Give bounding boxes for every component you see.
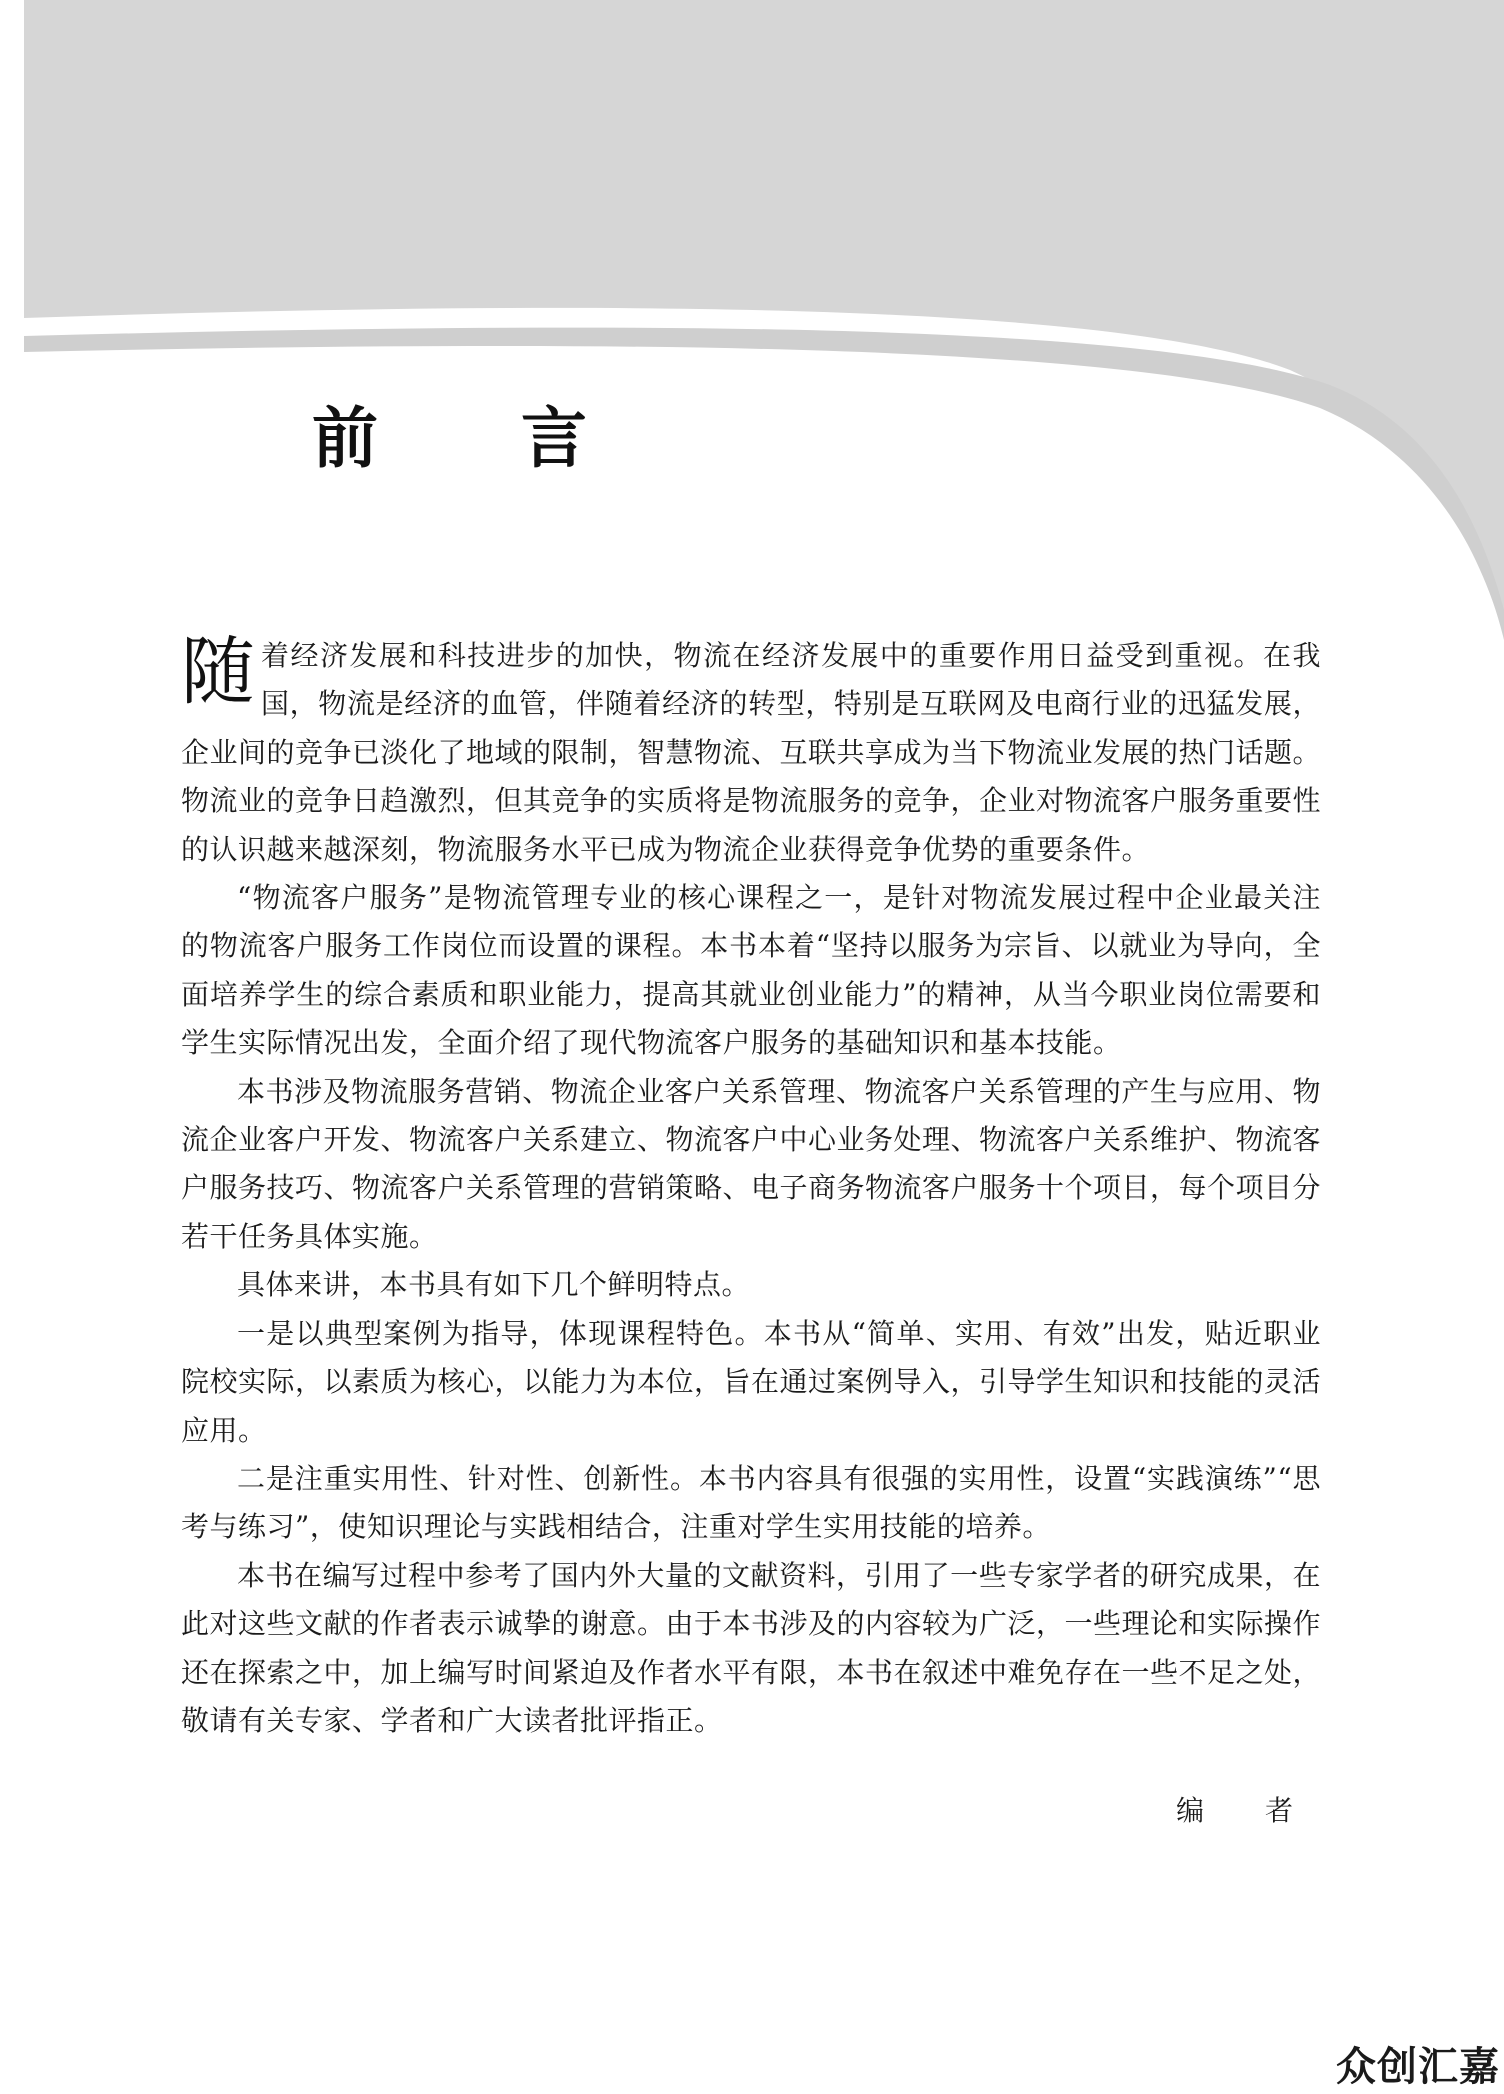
paragraph-6: 二是注重实用性、针对性、创新性。本书内容具有很强的实用性，设置“实践演练”“思考与练习”，使知识理论与实践相结合，注重对学生实用技能的培养。: [181, 1461, 1321, 1544]
paragraph-7: 本书在编写过程中参考了国内外大量的文献资料，引用了一些专家学者的研究成果，在此对这些文献的作者表示诚挚的谢意。由于本书涉及的内容较为广泛，一些理论和实际操作还在探索之中，加上编写时间紧迫及作者水平有限，本书在叙述中难免存在一些不足之处，敬请有关专家、学者和广大读者批评指正。: [181, 1558, 1322, 1737]
page-title: 前 言: [312, 399, 647, 477]
header-gray-panel: [24, 0, 1504, 635]
paragraph-3: 本书涉及物流服务营销、物流企业客户关系管理、物流客户关系管理的产生与应用、物流企业客户开发、物流客户关系建立、物流客户中心业务处理、物流客户关系维护、物流客户服务技巧、物流客户关系管理的营销策略、电子商务物流客户服务十个项目，每个项目分若干任务具体实施。: [181, 1074, 1322, 1253]
paragraph-4: 具体来讲，本书具有如下几个鲜明特点。: [237, 1268, 751, 1302]
paragraph-2: “物流客户服务”是物流管理专业的核心课程之一，是针对物流发展过程中企业最关注的物流客户服务工作岗位而设置的课程。本书本着“坚持以服务为宗旨、以就业为导向，全面培养学生的综合素质和职业能力，提高其就业创业能力”的精神，从当今职业岗位需要和学生实际情况出发，全面介绍了现代物流客户服务的基础知识和基本技能。: [181, 881, 1321, 1060]
paragraph-5: 一是以典型案例为指导，体现课程特色。本书从“简单、实用、有效”出发，贴近职业院校实际，以素质为核心，以能力为本位，旨在通过案例导入，引导学生知识和技能的灵活应用。: [181, 1316, 1322, 1447]
preface-body: [181, 629, 1322, 1745]
drop-cap: 随: [181, 629, 256, 715]
paragraph-1-text: 着经济发展和科技进步的加快，物流在经济发展中的重要作用日益受到重视。在我国，物流是经济的血管，伴随着经济的转型，特别是互联网及电商行业的迅猛发展，企业间的竞争已淡化了地域的限制，智慧物流、互联共享成为当下物流业发展的热门话题。物流业的竞争日趋激烈，但其竞争的实质将是物流服务的竞争，企业对物流客户服务重要性的认识越来越深刻，物流服务水平已成为物流企业获得竞争优势的重要条件。: [181, 639, 1322, 866]
paragraph-1: [181, 629, 1322, 874]
header-decoration: [0, 0, 1504, 640]
signature: 编 者: [1176, 1794, 1319, 1827]
header-wave-stripe: [24, 328, 1504, 640]
watermark: 众创汇嘉: [1336, 2044, 1500, 2090]
